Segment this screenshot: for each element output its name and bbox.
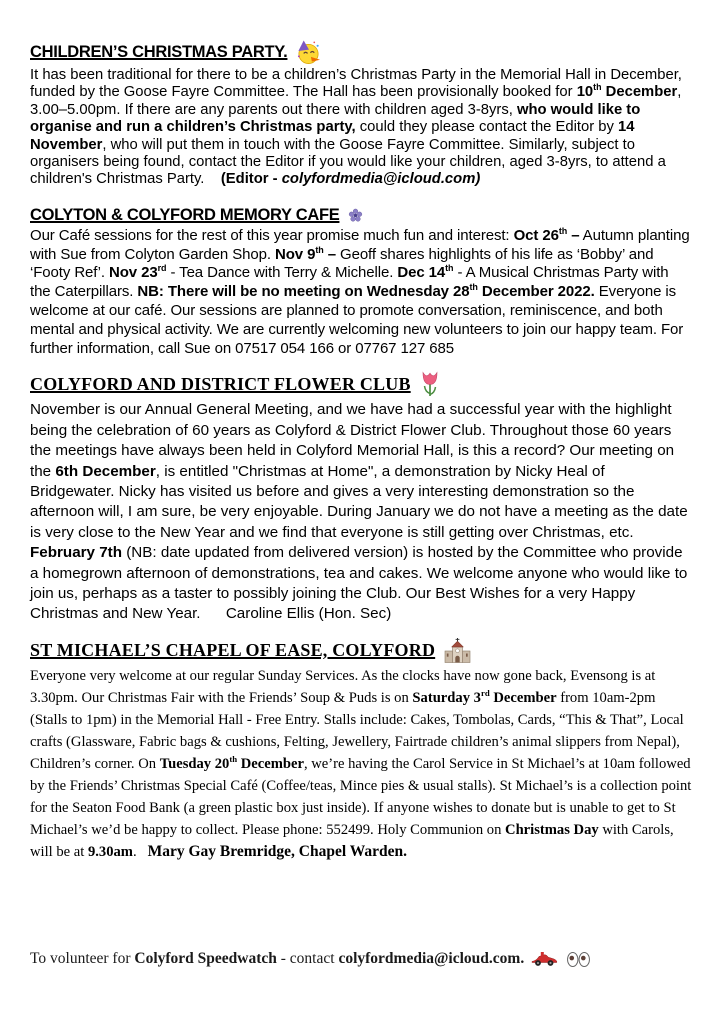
text-run: – xyxy=(567,226,580,244)
text-run: th xyxy=(315,244,324,255)
text-run: rd xyxy=(480,688,490,699)
text-run: Colyford Speedwatch xyxy=(134,950,277,967)
footer-icons xyxy=(531,951,591,968)
text-run: colyfordmedia@icloud.com. xyxy=(338,950,525,967)
text-run: . xyxy=(132,843,148,860)
text-run: December xyxy=(489,689,557,706)
sections xyxy=(30,40,693,863)
text-run: , is entitled "Christmas at Home", a demonstration by Nicky Heal of Bridgewater. Nicky has visited us before and gives a very interesting demonstration so the afternoon will, I am sure, be very enjoyable. During January we do not have a meeting as the date is very close to the New Year and we find that everyone is still getting over Christmas, etc. xyxy=(30,462,692,541)
text-run: - A Musical Christmas Party with the Caterpillars. xyxy=(30,264,673,301)
text-run: Mary Gay Bremridge, Chapel Warden. xyxy=(147,842,408,860)
text-run: To volunteer for xyxy=(30,950,135,967)
section-st-michaels-chapel xyxy=(30,638,693,863)
text-run: Our Café sessions for the rest of this year promise much fun and interest: xyxy=(30,226,514,244)
text-run: who would like to organise and run a children’s Christmas party, xyxy=(30,101,645,136)
text-run: ) xyxy=(475,171,481,188)
text-run: colyfordmedia@icloud.com xyxy=(281,171,476,188)
text-run: 14 November xyxy=(30,119,639,153)
text-run: November is our Annual General Meeting, and we have had a successful year with the highlight being the celebration of 60 years as Colyford & District Flower Club. Throughout those 60 years the meetings have always been held in Colyford Memorial Hall, is this a record? Our meeting on the xyxy=(30,401,679,480)
text-run: 9.30am xyxy=(87,843,133,860)
text-run: th xyxy=(469,282,478,293)
text-run: from 10am-2pm (Stalls to 1pm) in the Memorial Hall - Free Entry. Stalls include: Cakes, Tombolas, Cards, “This & That”, Local crafts (Glassware, Fabric bags & cushions, Felting, Jewellery, Fairtrade children’s animal slippers from Nepal), Children’s corner. On xyxy=(30,689,688,772)
section-title: COLYFORD AND DISTRICT FLOWER CLUB xyxy=(30,373,411,394)
eyes-icon xyxy=(566,951,591,968)
section-body xyxy=(30,227,693,359)
section-body xyxy=(30,665,693,863)
text-run: - Tea Dance with Terry & Michelle. xyxy=(166,264,398,282)
section-colyford-district-flower-club xyxy=(30,370,693,624)
text-run: , we’re having the Carol Service in St Michael’s at 10am followed by the Friends’ Christmas Special Café (Coffee/teas, Mince pies & usual stalls). St Michael’s is a collection point for the Seaton Food Bank (a green plastic box just inside). If anyone wishes to donate but is unable to get to St Michael’s we’d be happy to collect. Please phone: 552499. Holy Communion on xyxy=(30,755,695,838)
section-title: CHILDREN’S CHRISTMAS PARTY. xyxy=(30,43,288,61)
section-body xyxy=(30,400,693,624)
text-run: rd xyxy=(157,263,167,274)
text-run: Saturday 3 xyxy=(412,689,481,706)
text-run: Dec 14 xyxy=(397,264,446,282)
text-run: , who will put them in touch with the Goose Fayre Committee. Similarly, subject to organisers being found, contact the Editor if you would like your children, aged 3-8yrs, to attend a children's Christmas Party. xyxy=(30,136,670,188)
text-run: with Carols, will be at xyxy=(30,821,678,860)
text-run: th xyxy=(558,225,568,236)
text-run: It has been traditional for there to be a children’s Christmas Party in the Memorial Hall in December, funded by the Goose Fayre Committee. The Hall has been provisionally booked for xyxy=(30,67,687,101)
section-title: ST MICHAEL’S CHAPEL OF EASE, COLYFORD xyxy=(30,639,436,660)
text-run: Everyone is welcome at our café. Our sessions are planned to promote conversation, reminiscence, and both mental and physical activity. We are currently welcoming new volunteers to join our happy team. For further information, call Sue on 07517 054 166 or 07767 127 685 xyxy=(30,283,688,357)
text-run: Autumn planting with Sue from Colyton Garden Shop. xyxy=(30,226,694,263)
text-run: - contact xyxy=(276,950,339,967)
text-run: (NB: date updated from delivered version) is hosted by the Committee who provide a homegrown afternoon of demonstrations, tea and cakes. We welcome anyone who would like to join us, perhaps as a taster to possibly joining the Club. Our Best Wishes for a very Happy Christmas and New Year. Caroline Ellis (Hon. Sec) xyxy=(30,544,692,623)
text-run: th xyxy=(445,263,454,274)
section-title: COLYTON & COLYFORD MEMORY CAFE xyxy=(30,205,340,224)
purple-flower-icon xyxy=(348,208,363,223)
text-run: NB: There will be no meeting on Wednesday 28 xyxy=(137,283,470,301)
footer-text xyxy=(30,950,524,968)
text-run: – xyxy=(323,245,336,263)
text-run: Nov 23 xyxy=(109,264,158,282)
text-run: February 7th xyxy=(30,544,122,562)
text-run: 6th December xyxy=(55,462,156,480)
footer xyxy=(30,950,693,968)
section-colyton-colyford-memory-cafe xyxy=(30,206,693,359)
section-header xyxy=(30,40,693,65)
text-run: Everyone very welcome at our regular Sunday Services. As the clocks have now gone back, Evensong is at 3.30pm. Our Christmas Fair with the Friends’ Soup & Puds is on xyxy=(30,667,659,706)
partying-face-icon xyxy=(296,40,321,65)
section-header xyxy=(30,638,693,663)
section-header xyxy=(30,206,693,225)
church-icon xyxy=(444,638,471,663)
section-body xyxy=(30,67,693,189)
section-header xyxy=(30,370,693,398)
text-run: December xyxy=(601,84,678,101)
text-run: (Editor - xyxy=(220,171,282,188)
text-run: Tuesday 20 xyxy=(159,755,230,772)
text-run: Nov 9 xyxy=(274,245,316,263)
section-childrens-christmas-party xyxy=(30,40,693,189)
tulip-icon xyxy=(420,370,440,398)
text-run: th xyxy=(593,82,602,93)
text-run: could they please contact the Editor by xyxy=(355,119,619,136)
text-run: th xyxy=(229,754,238,765)
text-run: December 2022. xyxy=(477,283,595,301)
racing-car-icon xyxy=(531,951,558,967)
text-run: Christmas Day xyxy=(505,821,599,838)
text-run: December xyxy=(237,755,304,772)
text-run: , 3.00–5.00pm. If there are any parents out there with children aged 3-8yrs, xyxy=(30,84,686,118)
text-run: 10 xyxy=(576,84,594,101)
text-run: Oct 26 xyxy=(513,226,559,244)
text-run: Geoff shares highlights of his life as ‘Bobby’ and ‘Footy Ref’. xyxy=(30,245,658,282)
